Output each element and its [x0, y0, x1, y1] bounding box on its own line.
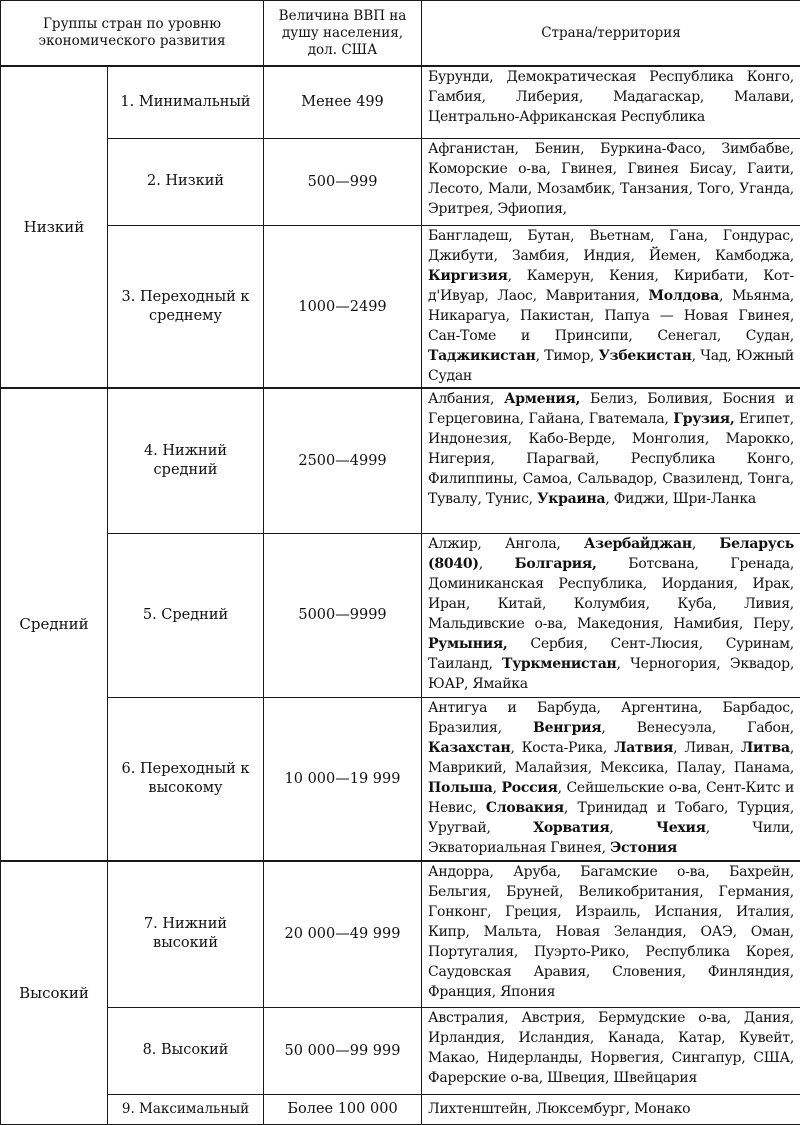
income-cell: 50 000—99 999 — [264, 1007, 422, 1094]
level-cell: 5. Средний — [108, 534, 264, 698]
country-text: , Тринидад и Тобаго, Турция, Уругвай, — [428, 799, 795, 836]
highlighted-country: Россия — [501, 779, 558, 796]
countries-cell — [422, 1094, 800, 1124]
country-text: Белиз, Боливия, Босния и Герцеговина, Гайана, Гватемала, — [428, 391, 795, 428]
highlighted-country: Казахстан — [428, 739, 511, 756]
highlighted-country: Словакия — [485, 799, 564, 816]
header-income: Величина ВВП на душу населения, дол. США — [264, 1, 422, 67]
table-row — [1, 534, 800, 698]
countries-cell — [422, 66, 800, 138]
country-text: , Венесуэла, Габон, — [601, 719, 795, 736]
country-text: Австралия, Австрия, Бермудские о-ва, Дания, Ирландия, Исландия, Канада, Катар, Кувейт, Макао, Нидерланды, Норвегия, Сингапур, США, Фарерские о-ва, Швеция, Швейцария — [428, 1009, 795, 1086]
highlighted-country: Польша — [428, 779, 493, 796]
table-row — [1, 697, 800, 861]
highlighted-country: Литва — [740, 739, 790, 756]
income-cell: Менее 499 — [264, 66, 422, 138]
country-text: , Чад, Южный Судан — [428, 348, 795, 385]
table-row — [1, 388, 800, 533]
table-header-row — [1, 1, 800, 67]
country-text: , Чили, Экваториальная Гвинея, — [428, 819, 795, 856]
highlighted-country: Молдова — [648, 288, 719, 305]
level-cell: 4. Нижний средний — [108, 388, 264, 533]
income-cell: 5000—9999 — [264, 534, 422, 698]
country-text: Алжир, Ангола, — [428, 536, 584, 553]
table-row — [1, 66, 800, 138]
country-text: Антигуа и Барбуда, Аргентина, Барбадос, Бразилия, — [428, 699, 795, 736]
highlighted-country: Туркменистан — [502, 656, 617, 673]
highlighted-country: Грузия, — [673, 411, 735, 428]
highlighted-country: Венгрия — [533, 719, 602, 736]
country-text: , — [609, 819, 657, 836]
highlighted-country: Хорватия — [533, 819, 610, 836]
income-cell: 10 000—19 999 — [264, 697, 422, 861]
highlighted-country: Таджикистан — [428, 348, 536, 365]
income-cell: Более 100 000 — [264, 1094, 422, 1124]
country-text: , Маврикий, Малайзия, Мексика, Палау, Панама, — [428, 739, 795, 776]
highlighted-country: Латвия — [614, 739, 674, 756]
table-row — [1, 138, 800, 225]
income-cell: 500—999 — [264, 138, 422, 225]
level-cell: 9. Максимальный — [108, 1094, 264, 1124]
country-text: Лихтенштейн, Люксембург, Монако — [428, 1101, 691, 1118]
country-text: Афганистан, Бенин, Буркина-Фасо, Зимбабве, Коморские о-ва, Гвинея, Гвинея Бисау, Гаити, Лесото, Мали, Мозамбик, Танзания, Того, Уганда, Эритрея, Эфиопия, — [428, 140, 795, 217]
country-text: , Черногория, Эквадор, ЮАР, Ямайка — [428, 656, 795, 693]
country-text: , — [691, 536, 720, 553]
highlighted-country: Румыния, — [428, 636, 508, 653]
level-cell: 1. Минимальный — [108, 66, 264, 138]
income-cell: 2500—4999 — [264, 388, 422, 533]
country-text: Сербия, Сент-Люсия, Суринам, Таиланд, — [428, 636, 795, 673]
country-text: Египет, Индонезия, Кабо-Верде, Монголия, Марокко, Нигерия, Парагвай, Республика Конго, Филиппины, Самоа, Сальвадор, Свазиленд, Тонга, Тувалу, Тунис, — [428, 411, 795, 508]
highlighted-country: Беларусь (8040) — [428, 536, 795, 573]
country-text: , Ливан, — [673, 739, 741, 756]
level-cell: 3. Переходный к среднему — [108, 226, 264, 389]
header-group: Группы стран по уровню экономического развития — [1, 1, 264, 67]
highlighted-country: Эстония — [610, 839, 677, 856]
country-text: , — [478, 556, 515, 573]
country-text: Ботсвана, Гренада, Доминиканская Республика, Иордания, Ирак, Иран, Китай, Колумбия, Куба, Ливия, Мальдивские о-ва, Македония, Намибия, Перу, — [428, 556, 795, 633]
countries-cell — [422, 388, 800, 533]
countries-cell — [422, 861, 800, 1007]
group-cell-high: Высокий — [1, 861, 108, 1125]
highlighted-country: Чехия — [656, 819, 706, 836]
countries-cell — [422, 534, 800, 698]
income-cell: 1000—2499 — [264, 226, 422, 389]
highlighted-country: Киргизия — [428, 268, 508, 285]
country-text: , Коста-Рика, — [510, 739, 615, 756]
countries-cell — [422, 226, 800, 389]
countries-cell — [422, 697, 800, 861]
table-row — [1, 226, 800, 389]
highlighted-country: Азербайджан — [583, 536, 692, 553]
country-text: , Камерун, Кения, Кирибати, Кот-д'Ивуар, Лаос, Мавритания, — [428, 268, 795, 305]
country-text: , Фиджи, Шри-Ланка — [605, 491, 756, 508]
country-text: , — [492, 779, 502, 796]
table-row — [1, 861, 800, 1007]
highlighted-country: Армения, — [504, 391, 581, 408]
level-cell: 6. Переходный к высокому — [108, 697, 264, 861]
highlighted-country: Украина — [537, 491, 606, 508]
income-cell: 20 000—49 999 — [264, 861, 422, 1007]
highlighted-country: Узбекистан — [598, 348, 692, 365]
countries-cell — [422, 138, 800, 225]
header-countries: Страна/территория — [422, 1, 800, 67]
country-text: Албания, — [428, 391, 505, 408]
table-row — [1, 1007, 800, 1094]
group-cell-low: Низкий — [1, 66, 108, 388]
highlighted-country: Болгария, — [514, 556, 597, 573]
country-text: , Мьянма, Никарагуа, Пакистан, Папуа — Новая Гвинея, Сан-Томе и Принсипи, Сенегал, Судан, — [428, 288, 795, 345]
group-cell-middle: Средний — [1, 388, 108, 861]
level-cell: 7. Нижний высокий — [108, 861, 264, 1007]
level-cell: 2. Низкий — [108, 138, 264, 225]
country-text: Бангладеш, Бутан, Вьетнам, Гана, Гондурас, Джибути, Замбия, Индия, Йемен, Камбоджа, — [428, 228, 795, 265]
country-text: , Сейшельские о-ва, Сент-Китс и Невис, — [428, 779, 795, 816]
table-row — [1, 1094, 800, 1124]
countries-cell — [422, 1007, 800, 1094]
country-text: Андорра, Аруба, Багамские о-ва, Бахрейн, Бельгия, Бруней, Великобритания, Германия, Гонконг, Греция, Израиль, Испания, Италия, Кипр, Мальта, Новая Зеландия, ОАЭ, Оман, Португалия, Пуэрто-Рико, Республика Корея, Саудовская Аравия, Словения, Финляндия, Франция, Япония — [428, 863, 795, 1000]
level-cell: 8. Высокий — [108, 1007, 264, 1094]
country-text: , Тимор, — [535, 348, 599, 365]
country-text: Бурунди, Демократическая Республика Конго, Гамбия, Либерия, Мадагаскар, Малави, Центрально-Африканская Республика — [428, 69, 795, 125]
